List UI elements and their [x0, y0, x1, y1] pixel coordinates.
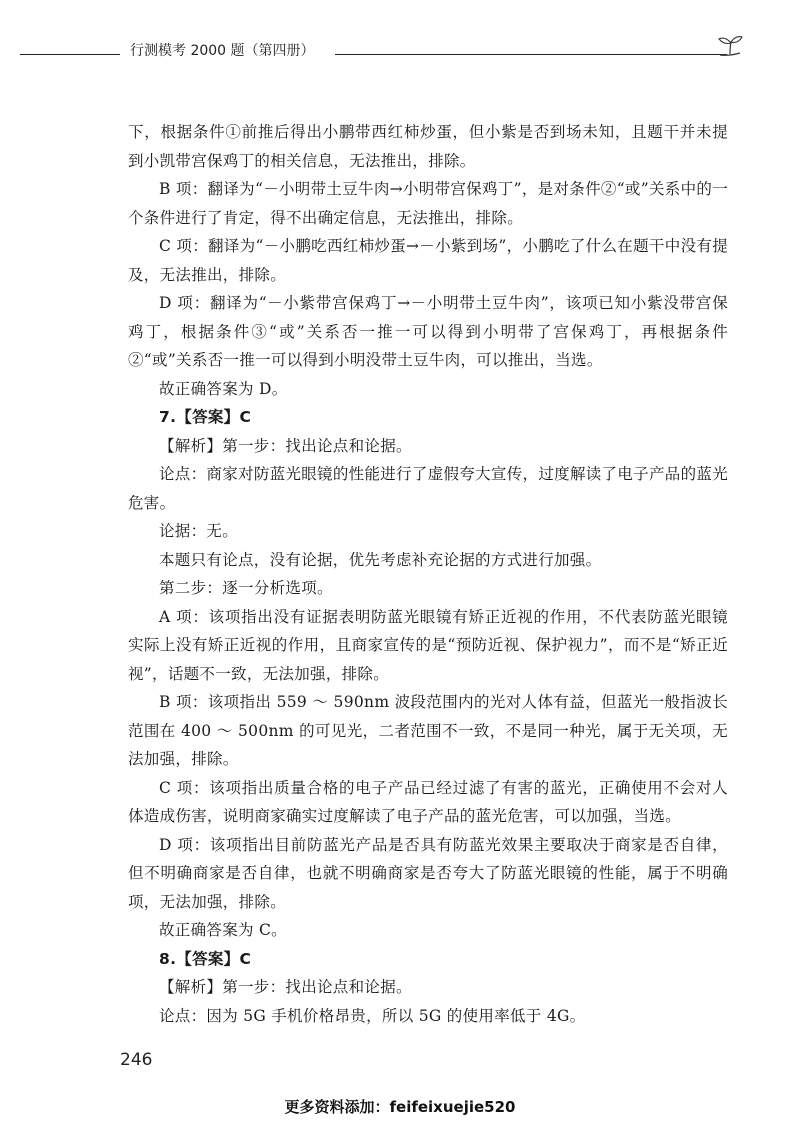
- paragraph: 故正确答案为 C。: [159, 921, 287, 939]
- paragraph: 论据：无。: [159, 522, 239, 540]
- header-rule-right: [335, 54, 727, 55]
- paragraph: B 项：翻译为“－小明带土豆牛肉→小明带宫保鸡丁”，是对条件②“或”关系中的一个条件进行了肯定，得不出确定信息，无法推出，排除。: [128, 180, 728, 227]
- paragraph: 论点：因为 5G 手机价格昂贵，所以 5G 的使用率低于 4G。: [159, 1006, 586, 1025]
- paragraph: 第二步：逐一分析选项。: [159, 579, 333, 597]
- footer-note: 更多资料添加：feifeixuejie520: [284, 1098, 516, 1116]
- paragraph: C 项：该项指出质量合格的电子产品已经过滤了有害的蓝光，正确使用不会对人体造成伤害，说明商家确实过度解读了电子产品的蓝光危害，可以加强，当选。: [128, 778, 728, 825]
- paragraph: 下，根据条件①前推后得出小鹏带西红柿炒蛋，但小紫是否到场未知，且题干并未提到小凯带宫保鸡丁的相关信息，无法推出，排除。: [128, 123, 728, 170]
- sprout-icon: [716, 34, 744, 60]
- page-body: [128, 118, 728, 1030]
- analysis-heading: 【解析】第一步：找出论点和论据。: [159, 978, 412, 996]
- paragraph: D 项：该项指出目前防蓝光产品是否具有防蓝光效果主要取决于商家是否自律，但不明确商家是否自律，也就不明确商家是否夸大了防蓝光眼镜的性能，属于不明确项，无法加强，排除。: [128, 835, 728, 911]
- paragraph: B 项：该项指出 559 ～ 590nm 波段范围内的光对人体有益，但蓝光一般指波长范围在 400 ～ 500nm 的可见光，二者范围不一致，不是同一种光，属于无关项，无法加强，排除。: [128, 693, 728, 768]
- paragraph: 故正确答案为 D。: [159, 379, 288, 398]
- page-number: 246: [120, 1050, 153, 1070]
- header-title: 行测模考 2000 题（第四册）: [130, 43, 315, 59]
- page-header: [20, 38, 760, 68]
- paragraph: 论点：商家对防蓝光眼镜的性能进行了虚假夸大宣传，过度解读了电子产品的蓝光危害。: [128, 465, 728, 512]
- analysis-heading: 【解析】第一步：找出论点和论据。: [159, 436, 412, 455]
- paragraph: D 项：翻译为“－小紫带宫保鸡丁→－小明带土豆牛肉”，该项已知小紫没带宫保鸡丁，根据条件③“或”关系否一推一可以得到小明带了宫保鸡丁，再根据条件②“或”关系否一推一可以得到小明没带土豆牛肉，可以推出，当选。: [128, 294, 728, 369]
- answer-heading: 8.【答案】C: [159, 949, 252, 968]
- paragraph: A 项：该项指出没有证据表明防蓝光眼镜有矫正近视的作用，不代表防蓝光眼镜实际上没有矫正近视的作用，且商家宣传的是“预防近视、保护视力”，而不是“矫正近视”，话题不一致，无法加强，排除。: [128, 607, 728, 683]
- paragraph: C 项：翻译为“－小鹏吃西红柿炒蛋→－小紫到场”，小鹏吃了什么在题干中没有提及，无法推出，排除。: [128, 237, 728, 284]
- answer-heading: 7.【答案】C: [159, 408, 252, 426]
- paragraph: 本题只有论点，没有论据，优先考虑补充论据的方式进行加强。: [159, 550, 602, 569]
- header-rule-left: [20, 54, 120, 55]
